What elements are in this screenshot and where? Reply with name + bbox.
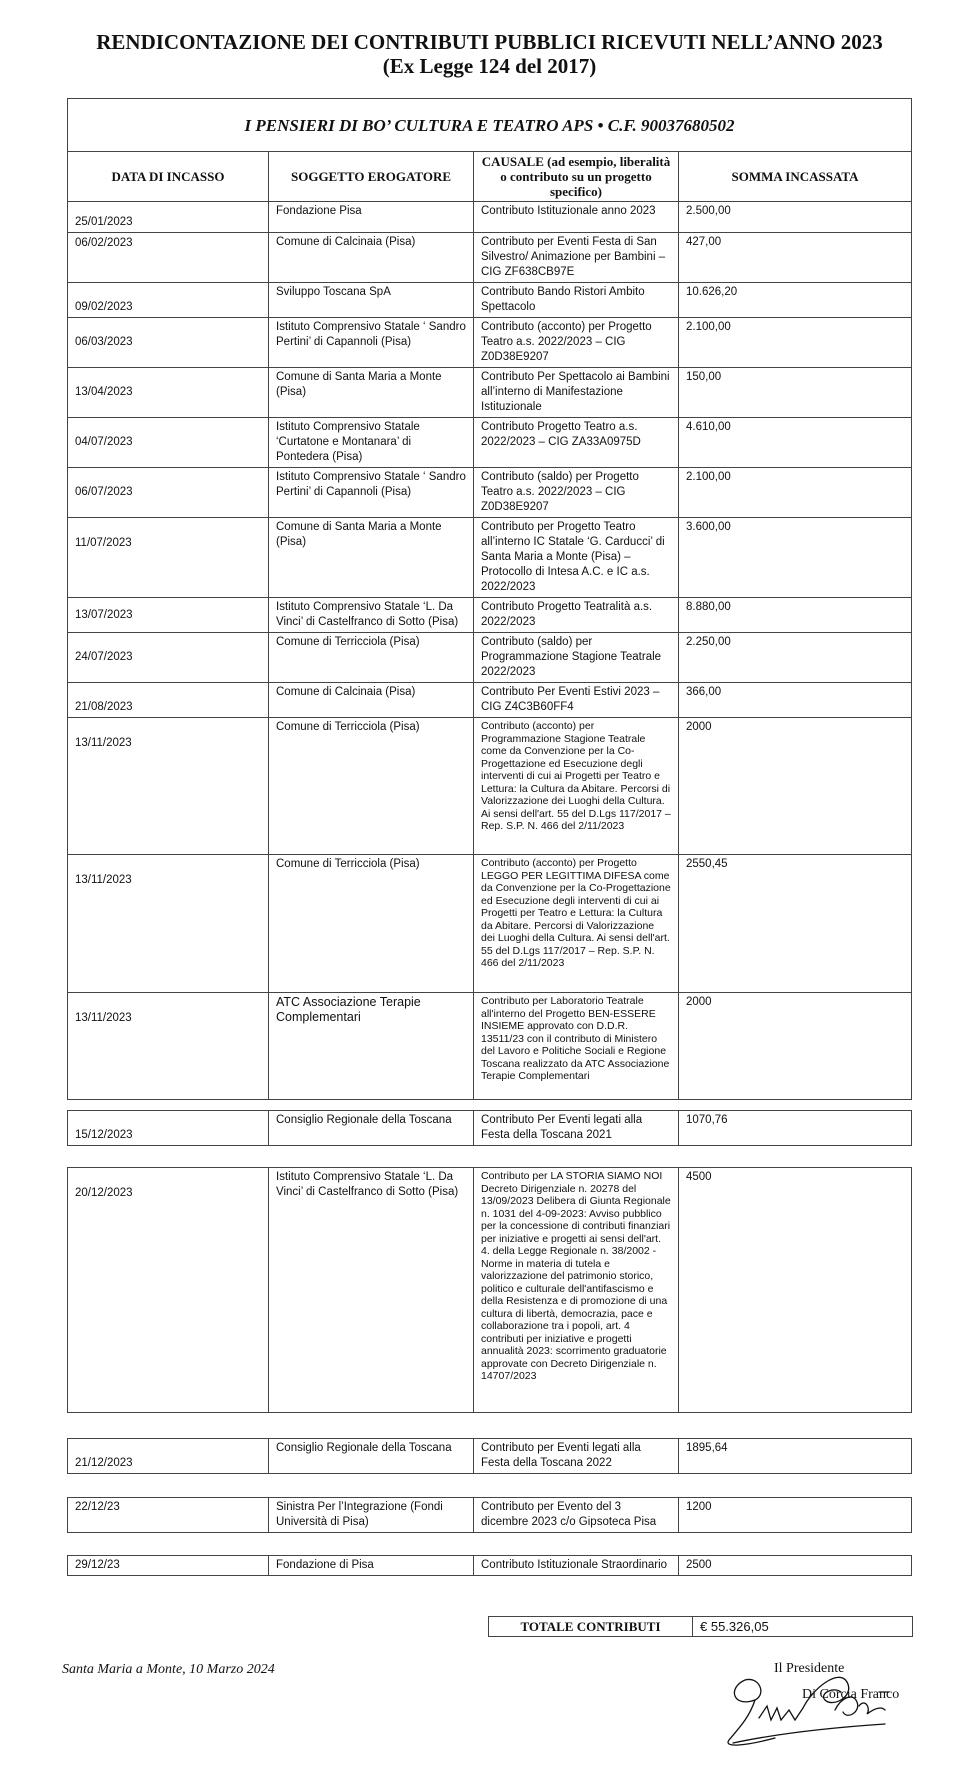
row-subject: Istituto Comprensivo Statale ‘Curtatone e Montanara’ di Pontedera (Pisa) bbox=[269, 418, 474, 468]
row-date: 13/04/2023 bbox=[68, 368, 269, 418]
row-subject: Comune di Terricciola (Pisa) bbox=[269, 633, 474, 683]
row-amount: 427,00 bbox=[679, 233, 912, 283]
signature-image bbox=[715, 1648, 895, 1758]
row-cause: Contributo per LA STORIA SIAMO NOI Decreto Dirigenziale n. 20278 del 13/09/2023 Delibera di Giunta Regionale n. 1031 del 4-09-2023: Avviso pubblico per la concessione di contributi finanziari per iniziative e progetti ai sensi dell'art. 4. della Legge Regionale n. 38/2002 - Norme in materia di tutela e valorizzazione del patrimonio storico, politico e culturale dell'antifascismo e della Resistenza e di promozione di una cultura di libertà, democrazia, pace e collaborazione tra i popoli, art. 4 contributi per iniziative e progetti annualità 2023: scorrimento graduatorie approvate con Decreto Dirigenziale n. 14707/2023 bbox=[474, 1168, 679, 1413]
total-table bbox=[488, 1616, 913, 1637]
row-cause: Contributo (saldo) per Programmazione Stagione Teatrale 2022/2023 bbox=[474, 633, 679, 683]
table-row bbox=[68, 993, 912, 1100]
place-date: Santa Maria a Monte, 10 Marzo 2024 bbox=[62, 1662, 275, 1677]
row-cause: Contributo Per Spettacolo ai Bambini all’interno di Manifestazione Istituzionale bbox=[474, 368, 679, 418]
row-amount: 2.100,00 bbox=[679, 468, 912, 518]
table-row bbox=[68, 1498, 912, 1533]
row-date: 21/12/2023 bbox=[68, 1439, 269, 1474]
row-cause: Contributo per Eventi legati alla Festa della Toscana 2022 bbox=[474, 1439, 679, 1474]
table-row bbox=[68, 283, 912, 318]
row-cause: Contributo per Laboratorio Teatrale all'interno del Progetto BEN-ESSERE INSIEME approvato con D.D.R. 13511/23 con il contributo di Ministero del Lavoro e Politiche Sociali e Regione Toscana realizzato da ATC Associazione Terapie Complementari bbox=[474, 993, 679, 1100]
row-date: 20/12/2023 bbox=[68, 1168, 269, 1413]
row-amount: 3.600,00 bbox=[679, 518, 912, 598]
row-date: 13/11/2023 bbox=[68, 855, 269, 993]
row-date: 04/07/2023 bbox=[68, 418, 269, 468]
president-role: Il Presidente bbox=[774, 1661, 845, 1676]
column-header-date: DATA DI INCASSO bbox=[68, 152, 269, 202]
organization-name: I PENSIERI DI BO’ CULTURA E TEATRO APS • C.F. 90037680502 bbox=[68, 99, 912, 152]
row-date: 21/08/2023 bbox=[68, 683, 269, 718]
row-cause: Contributo Progetto Teatralità a.s. 2022/2023 bbox=[474, 598, 679, 633]
row-date: 13/07/2023 bbox=[68, 598, 269, 633]
table-row bbox=[68, 1111, 912, 1146]
row-subject: Istituto Comprensivo Statale ‘ Sandro Pertini’ di Capannoli (Pisa) bbox=[269, 318, 474, 368]
row-cause: Contributo Per Eventi Estivi 2023 – CIG Z4C3B60FF4 bbox=[474, 683, 679, 718]
row-subject: Comune di Terricciola (Pisa) bbox=[269, 718, 474, 855]
row-cause: Contributo (acconto) per Progetto Teatro a.s. 2022/2023 – CIG Z0D38E9207 bbox=[474, 318, 679, 368]
row-date: 13/11/2023 bbox=[68, 993, 269, 1100]
row-amount: 8.880,00 bbox=[679, 598, 912, 633]
total-label: TOTALE CONTRIBUTI bbox=[489, 1617, 693, 1637]
row-subject: Comune di Santa Maria a Monte (Pisa) bbox=[269, 518, 474, 598]
row-amount: 150,00 bbox=[679, 368, 912, 418]
president-name: Di Corcia Franco bbox=[802, 1687, 900, 1702]
table-row bbox=[68, 1439, 912, 1474]
row-cause: Contributo per Progetto Teatro all’interno IC Statale ‘G. Carducci’ di Santa Maria a Monte (Pisa) – Protocollo di Intesa A.C. e IC a.s. 2022/2023 bbox=[474, 518, 679, 598]
row-subject: Istituto Comprensivo Statale ‘L. Da Vinci’ di Castelfranco di Sotto (Pisa) bbox=[269, 1168, 474, 1413]
total-value: € 55.326,05 bbox=[693, 1617, 913, 1637]
table-row bbox=[68, 598, 912, 633]
contributions-table-extra bbox=[67, 1167, 912, 1413]
row-cause: Contributo per Eventi Festa di San Silvestro/ Animazione per Bambini – CIG ZF638CB97E bbox=[474, 233, 679, 283]
row-cause: Contributo (acconto) per Progetto LEGGO PER LEGITTIMA DIFESA come da Convenzione per la Co-Progettazione ed Esecuzione degli interventi di cui ai Progetti per Teatro e Lettura: la Cultura da Abitare. Percorsi di Valorizzazione dei Luoghi della Cultura. Ai sensi dell'art. 55 del D.Lgs 117/2017 – Rep. S.P. N. 466 del 2/11/2023 bbox=[474, 855, 679, 993]
table-row bbox=[68, 518, 912, 598]
row-amount: 2000 bbox=[679, 993, 912, 1100]
row-subject: Istituto Comprensivo Statale ‘ Sandro Pertini’ di Capannoli (Pisa) bbox=[269, 468, 474, 518]
column-header-subject: SOGGETTO EROGATORE bbox=[269, 152, 474, 202]
table-row bbox=[68, 368, 912, 418]
table-row bbox=[68, 318, 912, 368]
row-cause: Contributo (acconto) per Programmazione Stagione Teatrale come da Convenzione per la Co-Progettazione ed Esecuzione degli interventi di cui ai Progetti per Teatro e Lettura: la Cultura da Abitare. Percorsi di Valorizzazione dei Luoghi della Cultura. Ai sensi dell'art. 55 del D.Lgs 117/2017 – Rep. S.P. N. 466 del 2/11/2023 bbox=[474, 718, 679, 855]
row-date: 06/07/2023 bbox=[68, 468, 269, 518]
row-cause: Contributo Progetto Teatro a.s. 2022/2023 – CIG ZA33A0975D bbox=[474, 418, 679, 468]
row-subject: Comune di Calcinaia (Pisa) bbox=[269, 233, 474, 283]
table-row bbox=[68, 1556, 912, 1576]
row-amount: 10.626,20 bbox=[679, 283, 912, 318]
row-subject: Sviluppo Toscana SpA bbox=[269, 283, 474, 318]
contributions-table-extra bbox=[67, 1497, 912, 1533]
row-subject: Fondazione di Pisa bbox=[269, 1556, 474, 1576]
row-subject: ATC Associazione Terapie Complementari bbox=[269, 993, 474, 1100]
row-amount: 2.100,00 bbox=[679, 318, 912, 368]
row-date: 06/03/2023 bbox=[68, 318, 269, 368]
row-subject: Sinistra Per l’Integrazione (Fondi Università di Pisa) bbox=[269, 1498, 474, 1533]
table-row bbox=[68, 718, 912, 855]
row-amount: 4500 bbox=[679, 1168, 912, 1413]
table-row bbox=[68, 633, 912, 683]
column-header-cause: CAUSALE (ad esempio, liberalità o contributo su un progetto specifico) bbox=[474, 152, 679, 202]
title-line-2: (Ex Legge 124 del 2017) bbox=[382, 54, 597, 78]
row-amount: 2500 bbox=[679, 1556, 912, 1576]
row-amount: 1070,76 bbox=[679, 1111, 912, 1146]
row-date: 25/01/2023 bbox=[68, 202, 269, 233]
table-row bbox=[68, 1168, 912, 1413]
row-amount: 4.610,00 bbox=[679, 418, 912, 468]
row-subject: Istituto Comprensivo Statale ‘L. Da Vinci’ di Castelfranco di Sotto (Pisa) bbox=[269, 598, 474, 633]
row-amount: 2000 bbox=[679, 718, 912, 855]
row-subject: Consiglio Regionale della Toscana bbox=[269, 1439, 474, 1474]
row-subject: Consiglio Regionale della Toscana bbox=[269, 1111, 474, 1146]
row-date: 24/07/2023 bbox=[68, 633, 269, 683]
title-line-1: RENDICONTAZIONE DEI CONTRIBUTI PUBBLICI RICEVUTI NELL’ANNO 2023 bbox=[96, 30, 883, 54]
row-cause: Contributo Istituzionale anno 2023 bbox=[474, 202, 679, 233]
row-date: 09/02/2023 bbox=[68, 283, 269, 318]
row-cause: Contributo per Evento del 3 dicembre 2023 c/o Gipsoteca Pisa bbox=[474, 1498, 679, 1533]
row-date: 06/02/2023 bbox=[68, 233, 269, 283]
row-amount: 2.500,00 bbox=[679, 202, 912, 233]
row-subject: Comune di Calcinaia (Pisa) bbox=[269, 683, 474, 718]
row-cause: Contributo Istituzionale Straordinario bbox=[474, 1556, 679, 1576]
table-row bbox=[68, 683, 912, 718]
table-row bbox=[68, 468, 912, 518]
row-amount: 366,00 bbox=[679, 683, 912, 718]
table-row bbox=[68, 202, 912, 233]
contributions-table bbox=[67, 98, 912, 1100]
row-subject: Fondazione Pisa bbox=[269, 202, 474, 233]
row-cause: Contributo Per Eventi legati alla Festa della Toscana 2021 bbox=[474, 1111, 679, 1146]
row-date: 22/12/23 bbox=[68, 1498, 269, 1533]
row-cause: Contributo (saldo) per Progetto Teatro a.s. 2022/2023 – CIG Z0D38E9207 bbox=[474, 468, 679, 518]
row-amount: 2.250,00 bbox=[679, 633, 912, 683]
row-subject: Comune di Santa Maria a Monte (Pisa) bbox=[269, 368, 474, 418]
row-amount: 1200 bbox=[679, 1498, 912, 1533]
column-header-amount: SOMMA INCASSATA bbox=[679, 152, 912, 202]
row-date: 13/11/2023 bbox=[68, 718, 269, 855]
document-title bbox=[0, 30, 979, 78]
contributions-table-extra bbox=[67, 1110, 912, 1146]
row-subject: Comune di Terricciola (Pisa) bbox=[269, 855, 474, 993]
row-amount: 2550,45 bbox=[679, 855, 912, 993]
row-date: 29/12/23 bbox=[68, 1556, 269, 1576]
row-cause: Contributo Bando Ristori Ambito Spettacolo bbox=[474, 283, 679, 318]
row-date: 15/12/2023 bbox=[68, 1111, 269, 1146]
table-row bbox=[68, 233, 912, 283]
contributions-table-extra bbox=[67, 1438, 912, 1474]
table-row bbox=[68, 418, 912, 468]
contributions-table-extra bbox=[67, 1555, 912, 1576]
table-row bbox=[68, 855, 912, 993]
row-amount: 1895,64 bbox=[679, 1439, 912, 1474]
row-date: 11/07/2023 bbox=[68, 518, 269, 598]
